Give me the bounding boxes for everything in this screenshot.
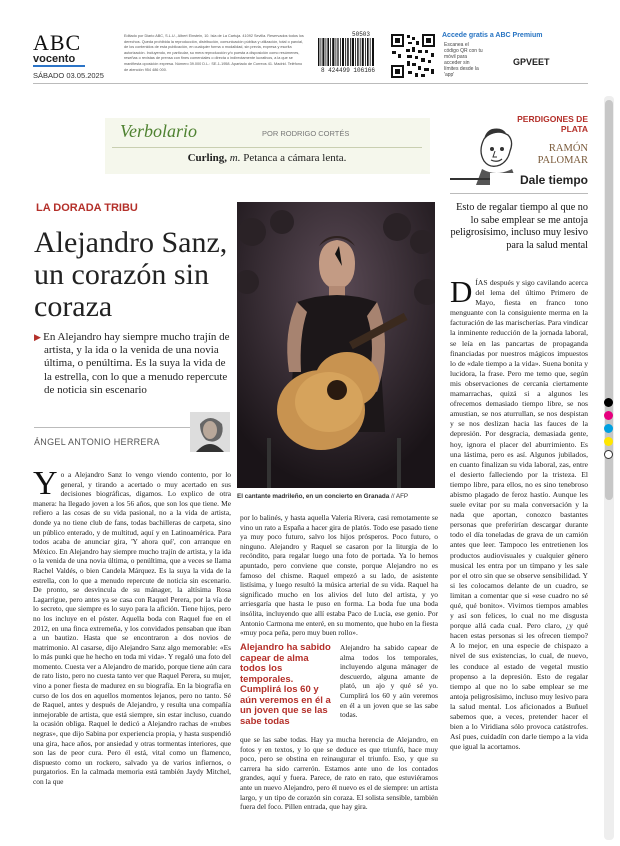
column-author: RAMÓN PALOMAR (537, 143, 588, 166)
author-portrait-icon (190, 412, 230, 452)
premium-promo-text: Escanea el código QR con tu móvil para acceder sin límites desde la 'app' (444, 42, 483, 78)
article-dek-text: En Alejandro hay siempre mucho trajín de artista, y la ida o la venida de una novia última, o penúltima. Es la suya la vida de la estrella, con lo que a menudo repercute de noticia sin escenario (43, 331, 230, 396)
verbolario-divider (112, 147, 422, 148)
column-dropcap: D (450, 274, 473, 309)
verbolario-word: Curling, (187, 152, 227, 164)
article-dropcap: Y (33, 465, 58, 502)
registration-dot-yellow (604, 437, 613, 446)
registration-dot-magenta (604, 411, 613, 420)
premium-promo-title[interactable]: Accede gratis a ABC Premium (442, 32, 543, 39)
barcode-number: 8 424499 106166 (320, 67, 375, 74)
registration-dot-cyan (604, 424, 613, 433)
imprint-text: Editado por Diario ABC, S.L.U., Albert Einstein, 10. Isla de La Cartuja. 41092 Sevilla. Reservados todos los derechos. Queda prohibida la reproducción, distribución, comunicación pública y utilización, total o parcial, de los contenidos de esta publicación, en cualquier forma o modalidad, sin previa, expresa y escrita autorización. Incluyendo, en particular, su mera reproducción y/o puesta a disposición como resúmenes, reseñas o revistas de prensa con fines comerciales o directa o indirectamente lucrativos, a la que se manifiesta oposición expresa. Número 39.000 D.L.: SE-1-1958. Apartado de Correos 41. Madrid. Teléfono de atención 954 486 000. (124, 34, 304, 72)
triangle-bullet-icon: ▶ (34, 332, 44, 342)
article-kicker: LA DORADA TRIBU (36, 202, 138, 214)
verbolario-meaning: Petanca a cámara lenta. (243, 152, 347, 164)
article-column-2-side: Alejandro ha sabido capear de alma todos los temporales, incluyendo alguna mánager de descuerdo, alguna amante de plató, un ajo y qué sé yo. Cumplirá los 60 y aún veremos en él a un joven que se las sabe todas. (340, 643, 438, 720)
vocento-underline (33, 65, 85, 67)
column-title-divider (450, 193, 588, 194)
article-pullquote: Alejandro ha sabido capear de alma todos los temporales. Cumplirá los 60 y aún veremos en él a un joven que se las sabe todas (240, 642, 331, 727)
column-dek: Esto de regalar tiempo al que no lo sabe emplear se me antoja peligrosísimo, incluso muy lesivo para la salud mental (450, 202, 588, 251)
verbolario-definition (112, 152, 422, 164)
photo-caption-text: El cantante madrileño, en un concierto en Granada (237, 493, 390, 500)
photo-credit: // AFP (390, 493, 409, 500)
column-title: Dale tiempo (490, 173, 588, 187)
article-column-1-text: o a Alejandro Sanz lo vengo viendo contento, por lo general, y tirando a acertado o muy acertado en sus decisiones biográficas, digamos. Lo explico de otra manera: ha llegado joven a los 56 años, que son los que tiene. Me refiero a las cosas de su vida pasional, no a la vida de artista, donde ya no tiene club de fans, todas bachilleras de carpeta, sino un público enterado, y de multitud, aquí y en Latinoamérica. Para todos acaba de anunciar gira, 'Y ahora qué', con arranque en México. En Alejandro hay siempre mucho trajín de artista, y la ida o la venida de una novia última, o penúltima, que a veces se llama Rachel Valdés, o bien Candela Márquez. Es la suya la vida de la estrella, con lo que a menudo repercute de noticia sin escenario. De pronto, se desvincula de su mánager, la altísima Rosa Lagarrigue, pero antes ya se casa con Raquel Perera, por la vía de lo secreto, que siempre es lo suyo para la afición. Tiene hijos, pero no los incluye en el póster. Aquella boda con Raquel fue en el 2012, en una finca extremeña, y los convidados pensaban que iban a un bautizo. Hasta que se encontraron a dos novios de matrimonio. Al casarse, dijo Alejandro Sanz algo memorable: «Es lo más punki que he hecho en toda mi vida». Y regaló una foto del momento. Cuesta ver a Alejandro de marido, porque tiene aún cara de rato listo, pero no cuesta tanto ver que Raquel Perera, su mujer, vino a poner fiesta de madurez en su biografía. En la biografía en curso de los dos en aquellos momentos lejanos, pero no tanto. Sé de Raquel, antes y después de Alejandro, y resulta una compañía inmejorable de artista, que está siempre, sin estar incluso, cuando la ocasión obliga. Raquel le dedicó a Alejandro rachas de «nubes negras», que dijo Sabina por experiencia propia, y hasta suspendió una gira, hace años, por ansiedad y otras tormentas interiores, que son las de peor cura. Pero él está, vital como un flamenco, dispuesto como un rockero, salvado ya de varios infiernos, o purgatorios. En la calmada memoria está también Jaydy Mitchel, con la que (33, 470, 231, 786)
verbolario-title: Verbolario (120, 121, 198, 141)
registration-dot-black (604, 398, 613, 407)
header-divider (33, 83, 588, 84)
registration-ring-icon (604, 450, 613, 459)
singer-concert-photo (237, 202, 435, 488)
photo-caption (237, 493, 437, 500)
vocento-logo: vocento (33, 53, 76, 65)
article-column-2-top: por lo balinés, y hasta aquella Valeria Rivera, casi remotamente se vino un rato a España a hacer gira de platós. Todo ese pasado tiene ya muy poco futuro, salvo los hijos prósperos. Poco futuro, o ninguno. Alejandro y Raquel se casaron por la liturgia de lo recóndito, para regalar luego una foto de portada. Ya lo hemos apuntado, pero conviene que conste, porque Alejandro no es famoso del chisme. Raquel empezó a su lado, de asistente listísima, y luego resultó la música arterial de su vida. Raquel ha significado mucho en los alivios del luto del artista, y yo arriesgaría que hasta le puso en forma. La boda fue una boda insólita, incluyendo que allí estaba Paco de Lucía, ese genio. Por Antonio Carmona me enteré, en su momento, que hubo en la fiesta «muy poca peña, pero muy buen rollo». (240, 513, 438, 638)
column-body (450, 274, 588, 752)
barcode-icon (318, 38, 374, 66)
issue-date: SÁBADO 03.05.2025 (33, 71, 104, 80)
column-section-label: PERDIGONES DE PLATA (517, 114, 588, 134)
article-column-2-bottom: que se las sabe todas. Hay ya mucha herencia de Alejandro, en fotos y en textos, y lo que se deduce es que triunfó, hace muy poco, pero se obstina en reinaugurar el triunfo. Eso, y que su carrera ha sido carrerón. Estamos ante uno de los contados grandes, aquí y fuera. Parece, de rato en rato, que estuviéramos ante un nuevo Alejandro, pero él nuevo es el de siempre: un artista largo, y un tipo de corazón sin coraza. El solista sensible, también fuera del foco. Pillen entrada, que hay gira. (240, 735, 438, 812)
promo-code: GPVEET (513, 57, 550, 67)
article-author: ÁNGEL ANTONIO HERRERA (34, 437, 160, 447)
issue-number: 50503 (352, 31, 371, 38)
article-column-1 (33, 465, 231, 787)
verbolario-pos: m. (229, 152, 241, 164)
article-dek (34, 331, 232, 397)
qr-code-icon[interactable] (390, 33, 436, 79)
abc-logo: ABC (33, 30, 82, 55)
article-headline: Alejandro Sanz, un corazón sin coraza (34, 226, 228, 323)
verbolario-byline: POR RODRIGO CORTÉS (262, 129, 350, 138)
column-body-text: ÍAS después y sigo cavilando acerca del lema del último Primero de Mayo, fiesta en franco tono menguante con la consiguiente merma en la facturación de las marischerías. Para vindicar la inminente reducción de la jornada laboral, se leía en las pancartas de propaganda financiadas por nuestros mágicos impuestos lo de «dale tiempo a la vida». Suena bonita y lucidora, la frase. Pero me temo que, según mis observaciones de cercanía ciertamente mamarrachas, quizá si a algunos les ofrecemos demasiado tiempo libre, se nos amustian, se nos aturrullan, se nos despistan y se nos deslizan hacia las fauces de la depresión. Por desgracia, demasiada gente, hoy, ignora el placer del aburrimiento. Es una lástima, pero es así. Algunos jubilados, en cuanto finalizan su vida laboral, zas, entre el desierto falleciendo por la tristeza. El tiempo libre, para ellos, no es sino tenebroso abismo plagado de feroz hastío. Aunque les suele evitar por su mala conversación y la nada que aportan, conozco bastantes personas que preferirían descargar durante todo el día toneladas de grava de un camión antes que leer. Tampoco les entretienen los productos audiovisuales y cualquier género musical les entra por un tímpano y les sale por el otro sin que se observe sensibilidad. Y si les colocamos delante de un cuadro, se limitan a comentar que si «ese cuadro no sé qué, qué bonito». Vivimos tiempos amables y así son felices, lo cual no me disgusta porque allá cada cual. Pero claro, ¿y qué hacen estas personas si les ofrecen tiempo? A lo mejor, en una especie de chispazo a nivel de sus existencias, lo cual, de nuevo, les conduce al estado de vegetal mustio propenso a la depresión. Esto de regalar tiempo al que no lo sabe emplear se me antoja peligrosísimo, incluso muy lesivo para la salud mental. Los aficionados a Buñuel sabemos que, a veces, pretender hacer el bien a lo Viridiana sólo provoca catástrofes. Así pues, cuidadín con darle tiempo a la vida que igual la acortamos. (450, 278, 588, 752)
